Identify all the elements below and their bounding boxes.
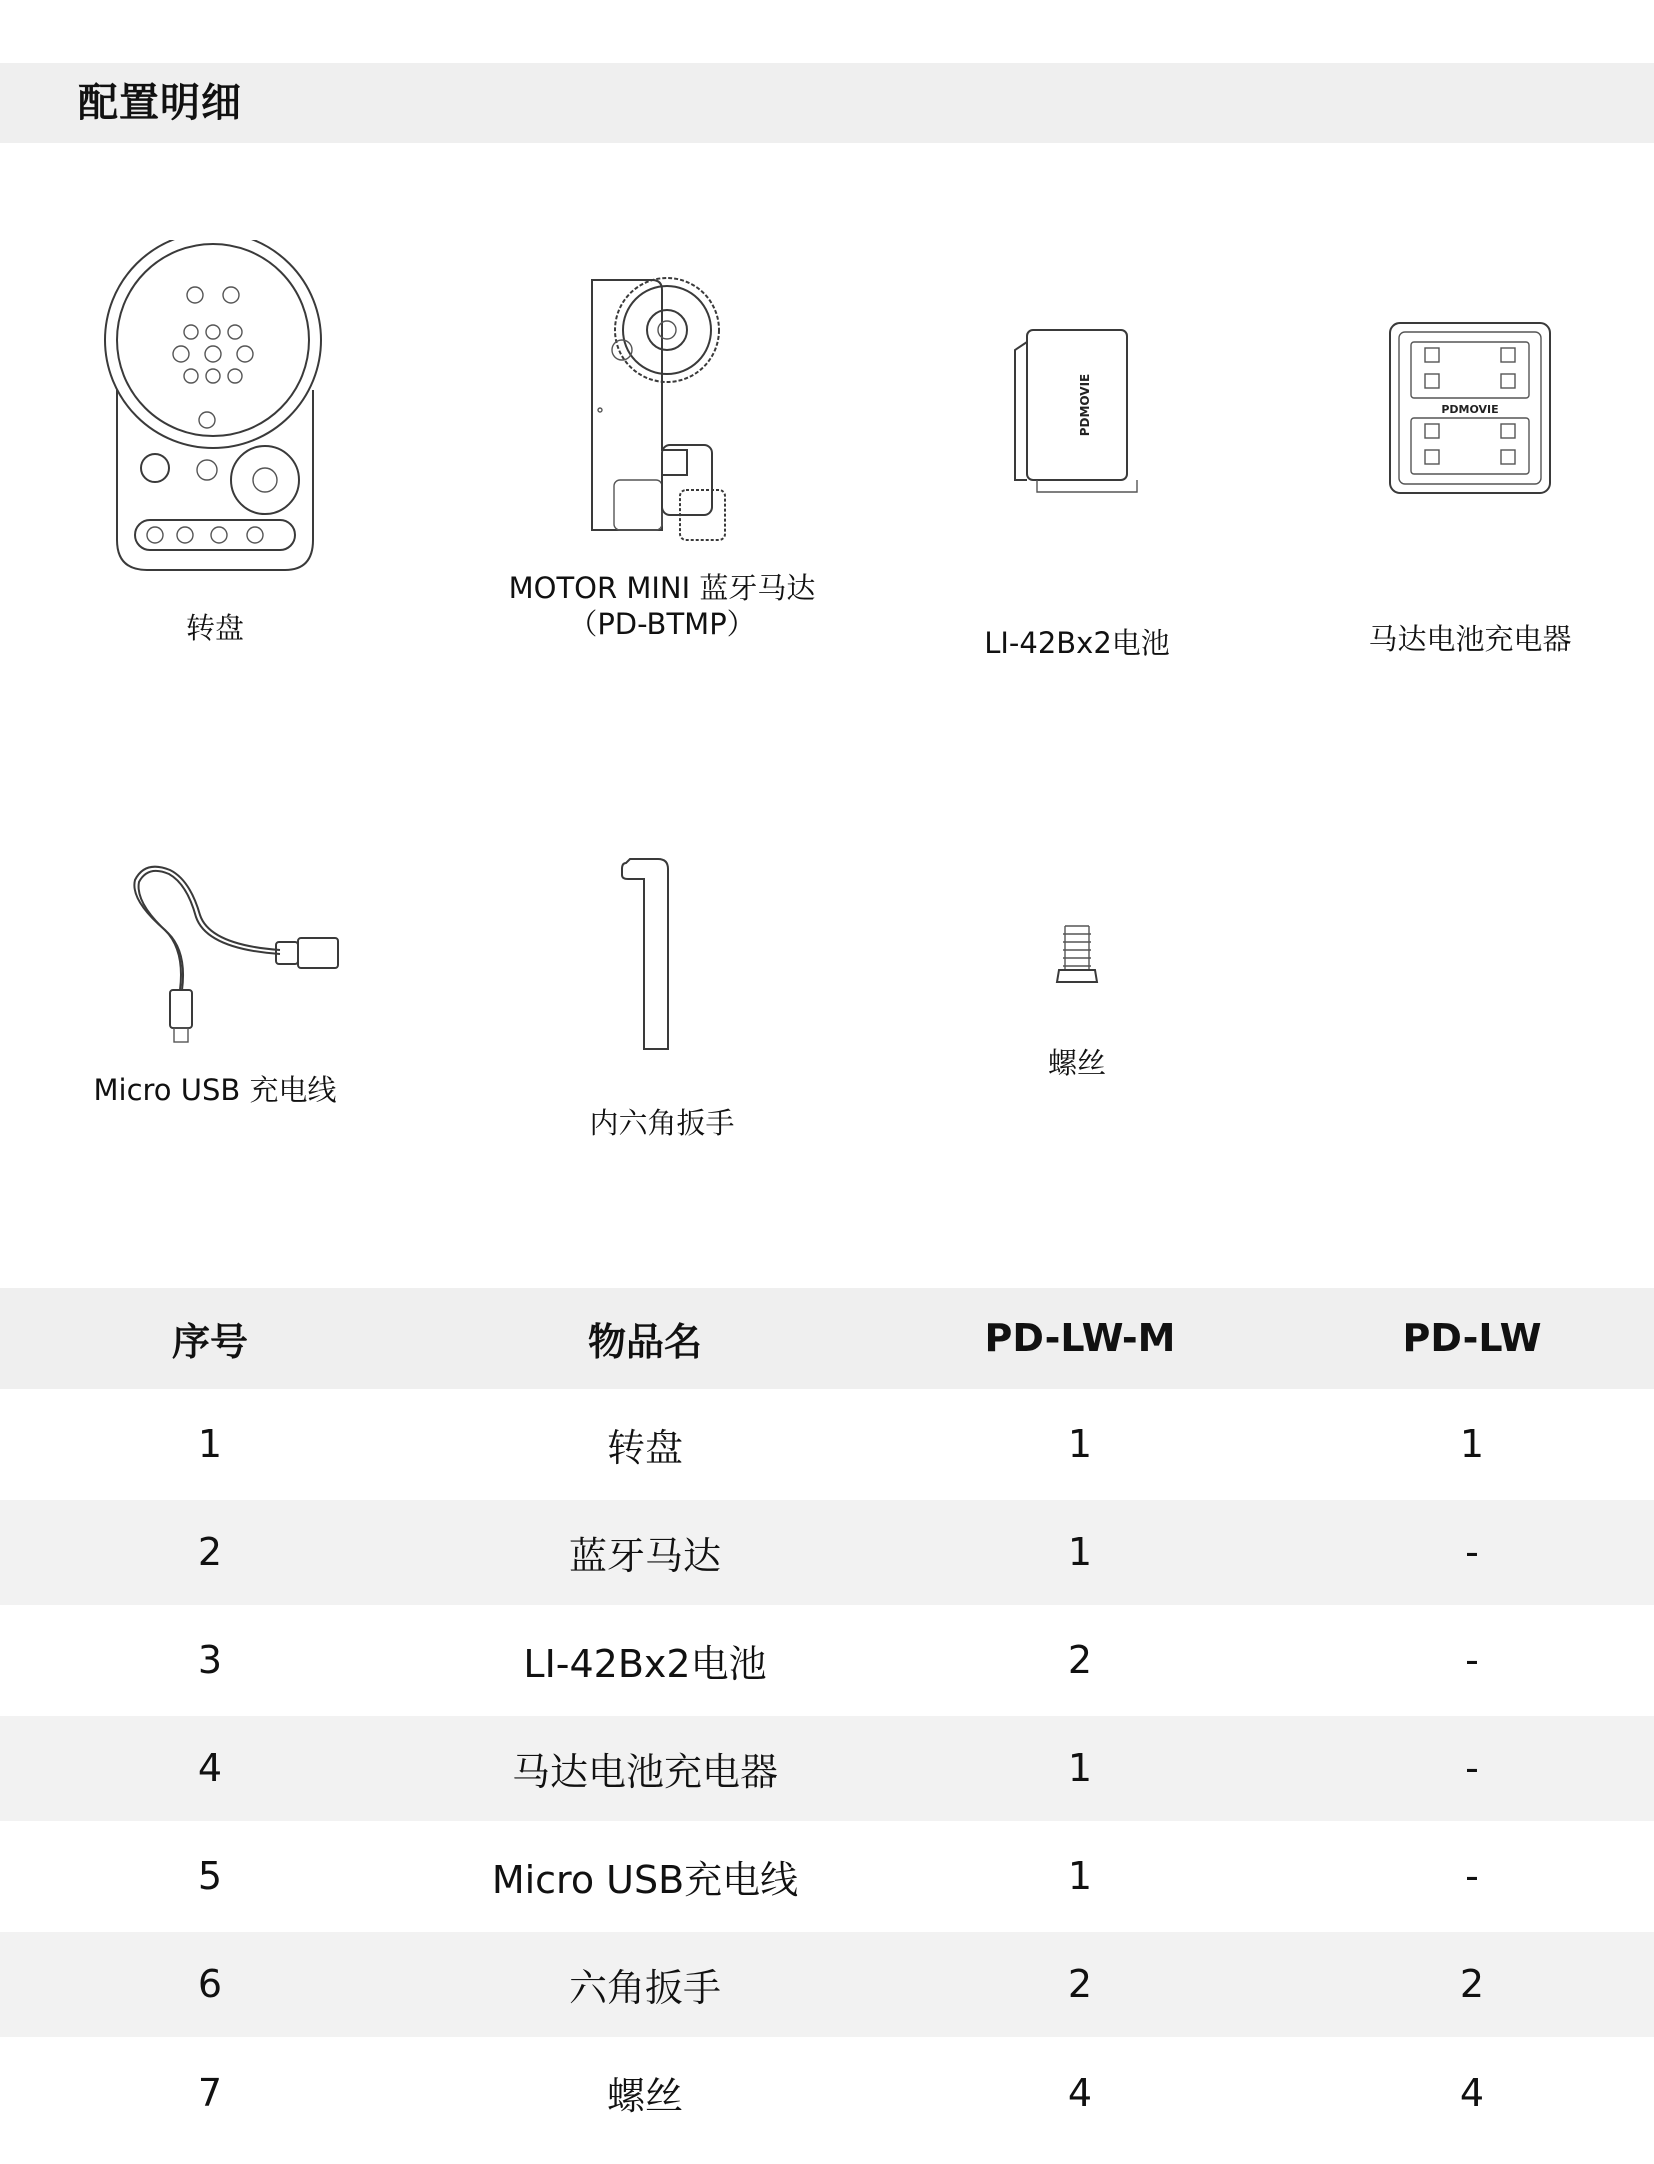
cell: 4 xyxy=(1290,2038,1654,2146)
section-header xyxy=(0,63,1654,143)
config-table xyxy=(0,1288,1654,2146)
motor-icon xyxy=(562,270,762,550)
cell: 2 xyxy=(0,1498,420,1606)
cell: 3 xyxy=(0,1606,420,1714)
cell: Micro USB充电线 xyxy=(420,1822,870,1930)
cell: 1 xyxy=(870,1822,1290,1930)
battery-icon xyxy=(1007,320,1147,500)
cell: LI-42Bx2电池 xyxy=(420,1606,870,1714)
cell: 六角扳手 xyxy=(420,1930,870,2038)
cell: 2 xyxy=(1290,1930,1654,2038)
cell: 1 xyxy=(870,1714,1290,1822)
cell: 转盘 xyxy=(420,1390,870,1498)
table-row xyxy=(0,1930,1654,2038)
table-row xyxy=(0,1498,1654,1606)
cell: 马达电池充电器 xyxy=(420,1714,870,1822)
cell: 6 xyxy=(0,1930,420,2038)
item-motor xyxy=(442,270,882,642)
cell: 4 xyxy=(0,1714,420,1822)
col-header: PD-LW-M xyxy=(984,1316,1176,1361)
col-header: 序号 xyxy=(171,1319,248,1364)
battery-brand: PDMOVIE xyxy=(1078,373,1092,437)
cell: - xyxy=(1290,1822,1654,1930)
cell: - xyxy=(1290,1606,1654,1714)
item-turntable xyxy=(0,240,435,646)
usb-cable-icon xyxy=(90,860,340,1050)
cell: 蓝牙马达 xyxy=(420,1498,870,1606)
section-title: 配置明细 xyxy=(78,80,242,126)
table-row xyxy=(0,1822,1654,1930)
screw-icon xyxy=(1037,920,1117,990)
item-hex-wrench xyxy=(442,855,882,1141)
item-label: 转盘 xyxy=(185,611,244,645)
col-header: PD-LW xyxy=(1402,1316,1542,1361)
cell: 螺丝 xyxy=(420,2038,870,2146)
item-label: MOTOR MINI 蓝牙马达 xyxy=(508,571,816,605)
cell: 1 xyxy=(870,1390,1290,1498)
cell: 4 xyxy=(870,2038,1290,2146)
item-charger xyxy=(1250,318,1654,657)
charger-icon xyxy=(1385,318,1555,498)
cell: 1 xyxy=(870,1498,1290,1606)
cell: - xyxy=(1290,1498,1654,1606)
item-usb-cable xyxy=(0,860,435,1108)
item-label: LI-42Bx2电池 xyxy=(984,626,1170,660)
table-row xyxy=(0,1714,1654,1822)
item-sublabel: （PD-BTMP） xyxy=(568,607,756,641)
item-label: Micro USB 充电线 xyxy=(93,1073,337,1107)
turntable-icon xyxy=(95,240,335,580)
cell: 1 xyxy=(1290,1390,1654,1498)
cell: 7 xyxy=(0,2038,420,2146)
cell: 1 xyxy=(0,1390,420,1498)
table-row xyxy=(0,2038,1654,2146)
cell: 2 xyxy=(870,1930,1290,2038)
table-header-row xyxy=(0,1288,1654,1390)
col-header: 物品名 xyxy=(587,1319,702,1364)
charger-brand: PDMOVIE xyxy=(1441,403,1499,416)
cell: - xyxy=(1290,1714,1654,1822)
item-label: 内六角扳手 xyxy=(589,1106,735,1140)
cell: 2 xyxy=(870,1606,1290,1714)
item-label: 马达电池充电器 xyxy=(1368,622,1572,656)
item-screw xyxy=(857,920,1297,1081)
cell: 5 xyxy=(0,1822,420,1930)
table-row xyxy=(0,1606,1654,1714)
item-label: 螺丝 xyxy=(1047,1046,1106,1080)
hex-wrench-icon xyxy=(612,855,712,1055)
item-battery xyxy=(857,320,1297,661)
table-row xyxy=(0,1390,1654,1498)
